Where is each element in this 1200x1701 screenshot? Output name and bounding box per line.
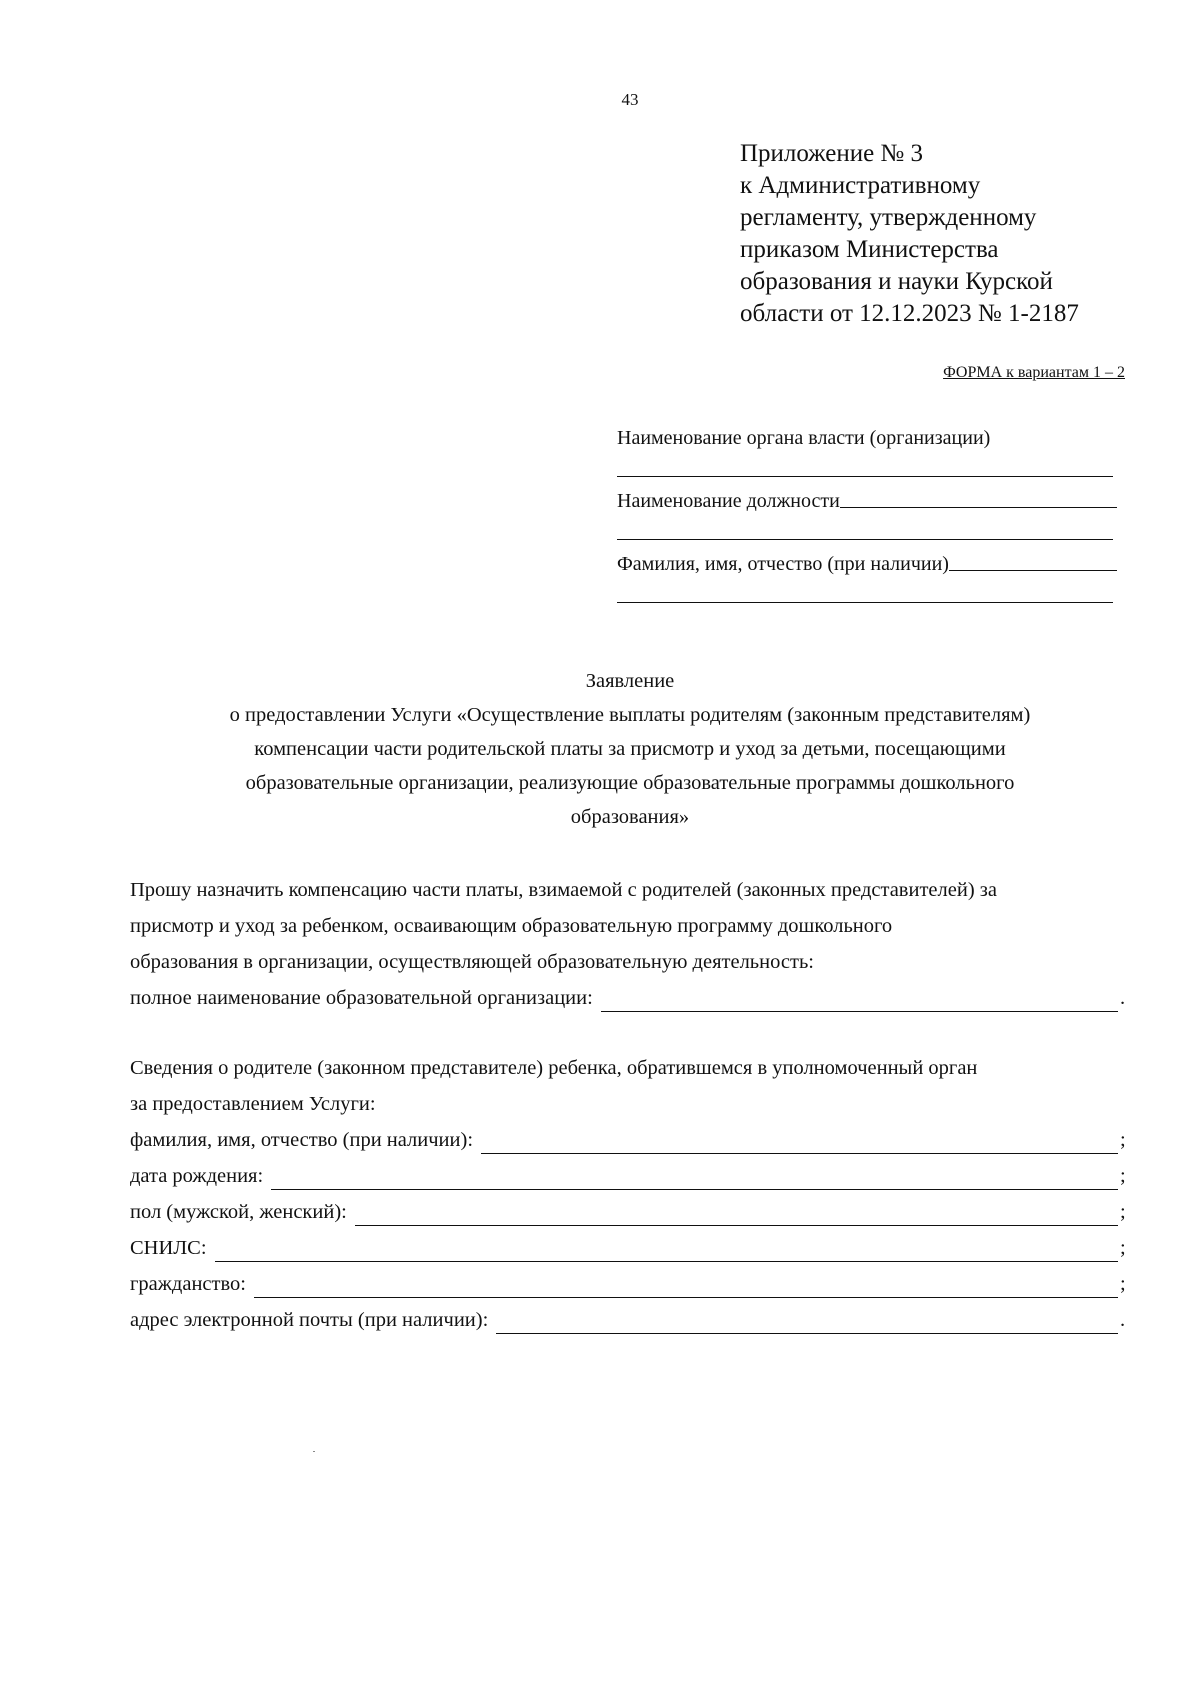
field-end: ; [1120,1273,1126,1295]
snils-row [130,1230,1130,1266]
appendix-line: регламенту, утвержденному [740,204,1037,231]
fio-field[interactable] [949,569,1117,571]
citizenship-label: гражданство: [130,1273,246,1295]
title-heading: Заявление [585,670,675,692]
position-label: Наименование должности [617,490,840,512]
org-name-field[interactable] [601,1011,1118,1012]
field-end: ; [1120,1201,1126,1223]
fio-label: Фамилия, имя, отчество (при наличии) [617,553,949,575]
request-line: присмотр и уход за ребенком, осваивающим образовательную программу дошкольного [130,915,893,937]
birth-date-label: дата рождения: [130,1165,264,1187]
citizenship-row [130,1266,1130,1302]
title-line: образования» [570,806,690,828]
title-line: компенсации части родительской платы за присмотр и уход за детьми, посещающими [254,738,1006,760]
authority-label: Наименование органа власти (организации) [617,427,991,449]
field-end: ; [1120,1129,1126,1151]
appendix-line: области от 12.12.2023 № 1-2187 [740,300,1079,327]
citizenship-field[interactable] [254,1297,1118,1298]
form-variant-label: ФОРМА к вариантам 1 – 2 [943,364,1125,381]
position-field[interactable] [840,506,1117,508]
field-end: . [1120,1309,1126,1331]
request-line: Прошу назначить компенсацию части платы, взимаемой с родителей (законных представителей) за [130,879,997,901]
appendix-line: приказом Министерства [740,236,999,263]
scan-speck [313,1451,315,1452]
field-end: ; [1120,1237,1126,1259]
request-paragraph [130,872,1130,1016]
position-row [617,483,1117,513]
parent-fio-label: фамилия, имя, отчество (при наличии): [130,1129,474,1151]
birth-date-row [130,1158,1130,1194]
parent-info-section [130,1050,1130,1338]
fio-row [617,546,1117,576]
request-line: образования в организации, осуществляющей образовательную деятельность: [130,951,814,973]
page-number: 43 [621,90,639,109]
email-field[interactable] [496,1333,1118,1334]
org-name-row [130,980,1130,1016]
parent-info-line: за предоставлением Услуги: [130,1093,376,1115]
org-name-end: . [1120,987,1126,1009]
email-row [130,1302,1130,1338]
authority-row [617,420,1117,450]
parent-fio-row [130,1122,1130,1158]
gender-label: пол (мужской, женский): [130,1201,347,1223]
org-name-label: полное наименование образовательной организации: [130,987,593,1009]
parent-fio-field[interactable] [481,1153,1118,1154]
appendix-line: Приложение № 3 [740,140,924,167]
title-line: образовательные организации, реализующие образовательные программы дошкольного [245,772,1015,794]
email-label: адрес электронной почты (при наличии): [130,1309,489,1331]
title-line: о предоставлении Услуги «Осуществление выплаты родителям (законным представителям) [229,704,1031,726]
authority-field[interactable] [617,450,1113,477]
snils-field[interactable] [215,1261,1118,1262]
appendix-line: к Административному [740,172,981,199]
snils-label: СНИЛС: [130,1237,207,1259]
application-title [130,664,1130,834]
position-field-extra[interactable] [617,513,1113,540]
gender-row [130,1194,1130,1230]
parent-info-line: Сведения о родителе (законном представителе) ребенка, обратившемся в уполномоченный орган [130,1057,978,1079]
field-end: ; [1120,1165,1126,1187]
fio-field-extra[interactable] [617,576,1113,603]
appendix-block [740,138,1079,330]
addressee-block [617,420,1117,603]
appendix-line: образования и науки Курской [740,268,1053,295]
gender-field[interactable] [355,1225,1118,1226]
birth-date-field[interactable] [271,1189,1118,1190]
